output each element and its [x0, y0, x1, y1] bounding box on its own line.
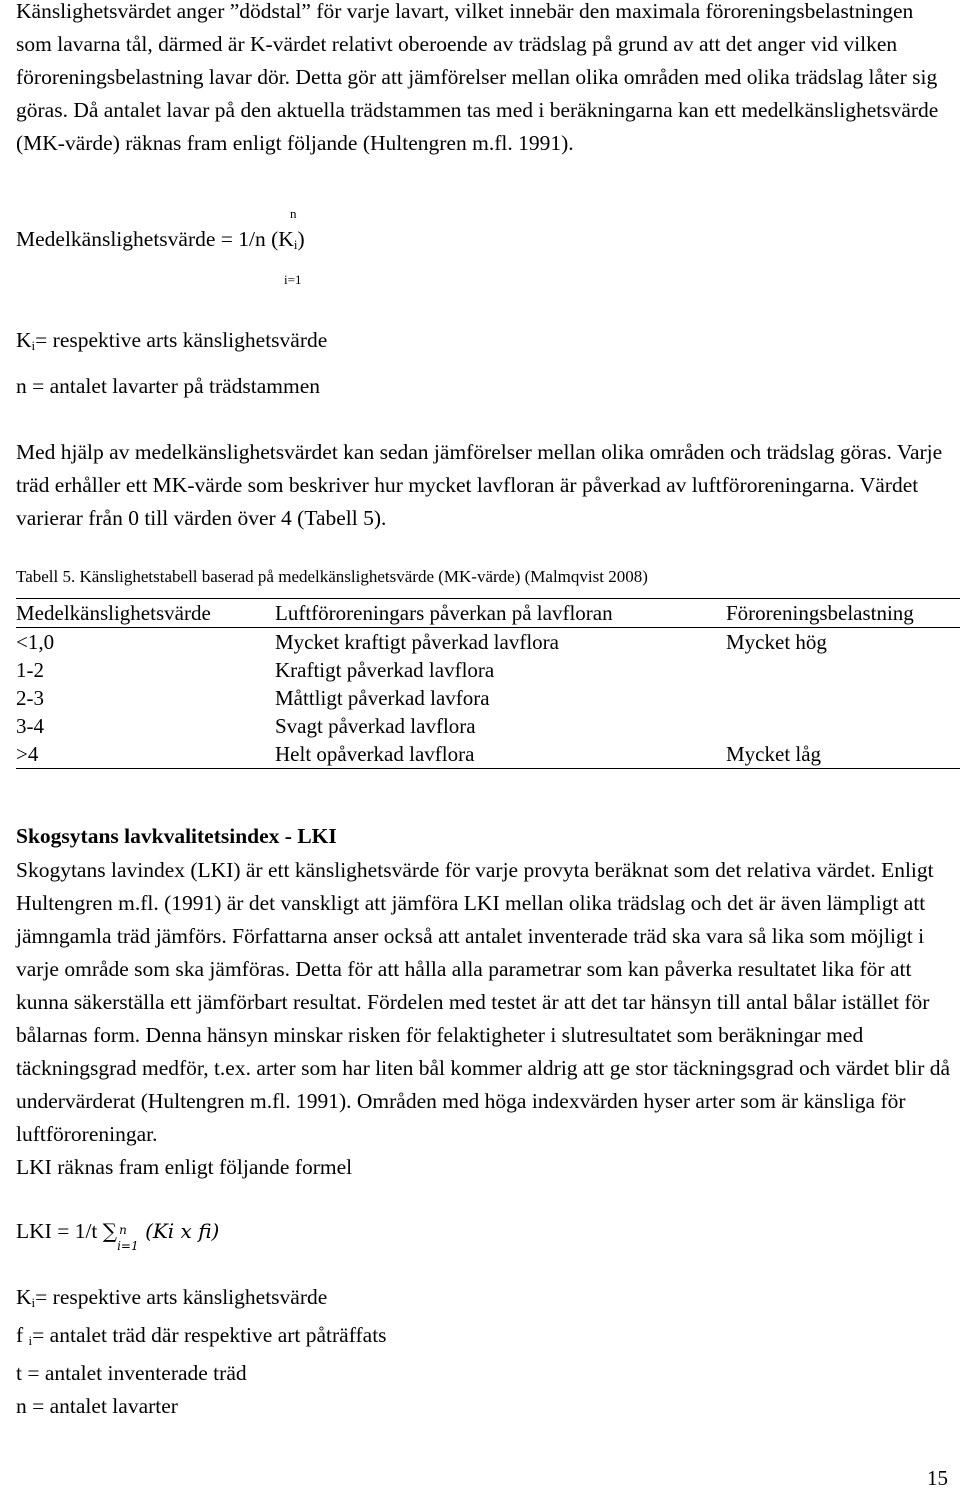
definition-ki: $K_i=$ respektive arts känslighetsvärde [16, 1285, 328, 1310]
table-cell [726, 656, 960, 684]
table-header-cell: Luftföroreningars påverkan på lavfloran [275, 601, 613, 625]
table-row [16, 712, 960, 740]
table-header-row [16, 599, 960, 628]
formula-lki-lhs: LKI = 1/t [16, 1219, 103, 1243]
paragraph-sensitivity: Känslighetsvärdet anger ”dödstal” för varje lavart, vilket innebär den maximala föroreningsbelastningen som lavarna tål, därmed är K-värdet relativt oberoende av trädslag på grund av att det anger vid vilken föroreningsbelastning lavar dör. Detta gör att jämförelser mellan olika områden med olika trädslag låter sig göras. Då antalet lavar på den aktuella trädstammen tas med i beräkningarna kan ett medelkänslighetsvärde (MK-värde) räknas fram enligt följande (Hultengren m.fl. 1991). [16, 0, 939, 155]
sensitivity-table [16, 598, 960, 769]
table-cell: 3-4 [16, 714, 44, 738]
table-cell: <1,0 [16, 630, 55, 654]
table-cell [726, 684, 960, 712]
definition-n: n = antalet lavarter på trädstammen [16, 374, 321, 398]
table-header-cell: Föroreningsbelastning [726, 601, 914, 625]
definition-fi: f $_i$= antalet träd där respektive art påträffats [16, 1323, 387, 1348]
page-number: 15 [927, 1466, 948, 1490]
paragraph-lki-body: Skogytans lavindex (LKI) är ett känslighetsvärde för varje provyta beräknat som det relativa värdet. Enligt Hultengren m.fl. (1991) är det vanskligt att jämföra LKI mellan olika trädslag och det är även lämpligt att jämngamla träd jämförs. Författarna anser också att antalet inventerade träd ska vara så lika som möjligt i varje område som ska jämföras. Detta för att hålla alla parametrar som kan påverka resultatet lika för att kunna säkerställa ett jämförbart resultat. Fördelen med testet är att det tar hänsyn till antal bålar istället för bålarnas form. Denna hänsyn minskar risken för felaktigheter i slutresultatet som beräkningar med täckningsgrad medför, t.ex. arter som har liten bål kommer aldrig att ge stor täckningsgrad och värdet blir då undervärderat (Hultengren m.fl. 1991). Områden med höga indexvärden hyser arter som är känsliga för luftföroreningar. [16, 858, 951, 1146]
table-cell: Kraftigt påverkad lavflora [275, 658, 495, 682]
formula-lower-limit: i=1 [284, 272, 302, 287]
formula-lki-expression: (Ki x fi) [145, 1219, 220, 1243]
table-row [16, 684, 960, 712]
table-cell: Mycket kraftigt påverkad lavflora [275, 630, 559, 654]
formula-expression: Medelkänslighetsvärde = 1/n $(K_i)$ [16, 227, 305, 252]
paragraph-lki [16, 854, 952, 1184]
table-header-cell: Medelkänslighetsvärde [16, 601, 211, 625]
sigma-symbol: ∑ [102, 1219, 118, 1243]
definition-n: n = antalet lavarter [16, 1394, 178, 1418]
formula-intro: LKI räknas fram enligt följande formel [16, 1155, 353, 1179]
formula-mean-sensitivity [16, 200, 516, 300]
table-row [16, 740, 960, 769]
formula-upper-limit: n [290, 206, 297, 221]
table-cell: 1-2 [16, 658, 44, 682]
table-caption: Tabell 5. Känslighetstabell baserad på medelkänslighetsvärde (MK-värde) (Malmqvist 2008) [16, 567, 648, 586]
table-cell: 2-3 [16, 686, 44, 710]
table-row [16, 656, 960, 684]
section-heading: Skogsytans lavkvalitetsindex - LKI [16, 824, 337, 848]
table-row [16, 628, 960, 657]
table-cell: Måttligt påverkad lavfora [275, 686, 490, 710]
paragraph-comparison: Med hjälp av medelkänslighetsvärdet kan sedan jämförelser mellan olika områden och trädslag göras. Varje träd erhåller ett MK-värde som beskriver hur mycket lavfloran är påverkad av luftföroreningarna. Värdet varierar från 0 till värden över 4 (Tabell 5). [16, 440, 943, 530]
table-cell: Svagt påverkad lavflora [275, 714, 476, 738]
table-cell [726, 712, 960, 740]
formula-lki [16, 1215, 220, 1254]
table-cell: Mycket låg [726, 742, 822, 766]
definition-t: t = antalet inventerade träd [16, 1361, 247, 1385]
definition-ki: $K_i=$ respektive arts känslighetsvärde [16, 328, 328, 353]
table-cell: Mycket hög [726, 630, 827, 654]
definitions-list-1 [16, 320, 327, 406]
table-cell: >4 [16, 742, 39, 766]
definitions-list-2 [16, 1281, 387, 1423]
sum-limits: n i=1 [117, 1223, 139, 1254]
table-cell: Helt opåverkad lavflora [275, 742, 475, 766]
